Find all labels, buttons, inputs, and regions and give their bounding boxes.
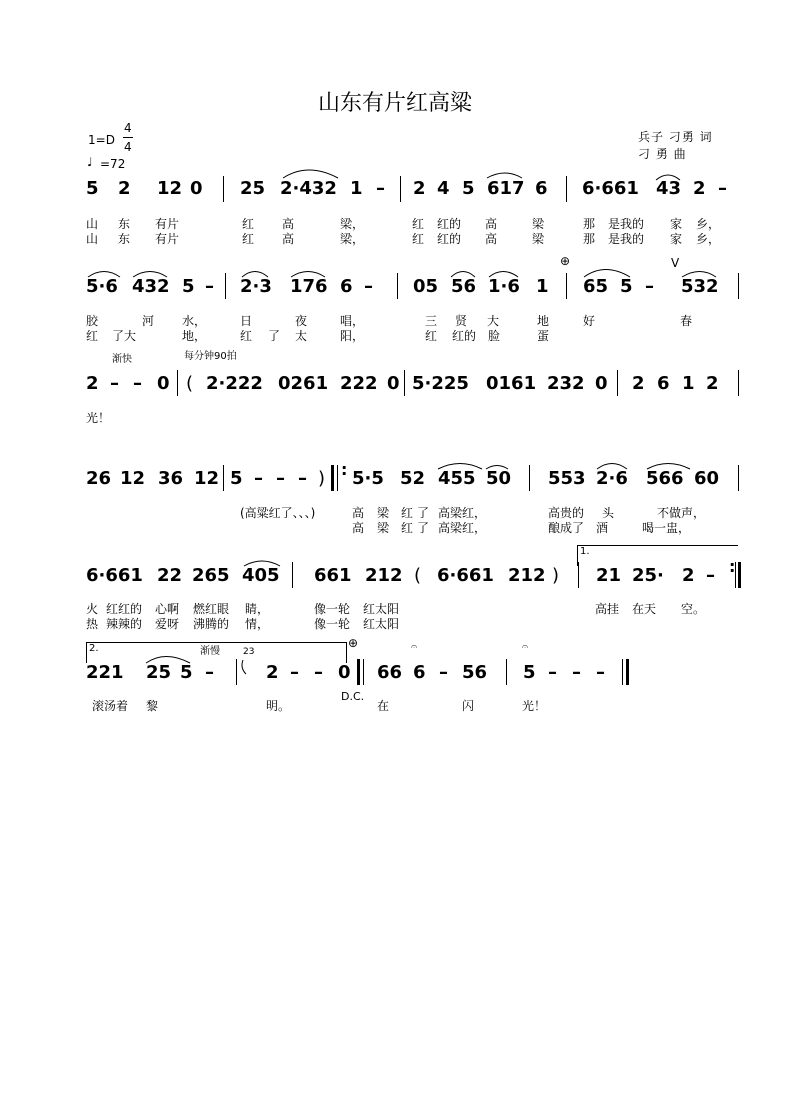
note: 2 (682, 565, 695, 586)
note: 12 (120, 468, 146, 489)
lyric: 在天 (632, 602, 657, 616)
note: 5 (180, 662, 193, 683)
lyric: 酿成了 (548, 521, 585, 535)
lyric: 红 (425, 329, 438, 343)
lyric: 是我的 (608, 232, 645, 246)
lyric: 像一轮 (314, 602, 351, 616)
note: 2 (413, 178, 426, 199)
note: 6·661 (437, 565, 494, 586)
note: 5 (523, 662, 536, 683)
note: ( (414, 565, 422, 586)
note: – (718, 178, 727, 199)
note: – (254, 468, 263, 489)
note: 60 (694, 468, 720, 489)
note: 553 (548, 468, 586, 489)
coda-icon: ⊕ (560, 254, 571, 268)
slur-arc (242, 660, 246, 674)
lyric: 火 (86, 602, 99, 616)
composer-credit: 刁 勇 曲 (638, 147, 687, 161)
note: 2·432 (280, 178, 337, 199)
slur-arc (438, 464, 482, 470)
slur-arc (647, 464, 690, 470)
lyric: 唱， (340, 314, 365, 328)
lyric: 空。 (681, 602, 706, 616)
tempo-marking: =72 (100, 157, 126, 171)
note: 2 (632, 373, 645, 394)
lyric: 高贵的 (548, 506, 585, 520)
repeat-dots: : (341, 460, 348, 479)
lyric: 高 (352, 506, 365, 520)
lyric: 高梁红， (438, 521, 487, 535)
note: 6 (535, 178, 548, 199)
lyric: 了大 (112, 329, 137, 343)
lyric: 太 (295, 329, 308, 343)
slur-arc (682, 272, 716, 278)
lyric: (高粱红了、、、) (240, 506, 316, 520)
note: 21 (596, 565, 622, 586)
lyric: 红的 (437, 232, 462, 246)
lyric: 明。 (266, 699, 291, 713)
note: ) (318, 468, 326, 489)
note: 5 (182, 276, 195, 297)
volta-1-label: 1. (580, 546, 590, 557)
quarter-note-icon: ♩ (87, 155, 93, 169)
lyric: 了 (268, 329, 281, 343)
lyric: 三 (425, 314, 438, 328)
slur-arc (88, 272, 120, 278)
lyric: 脸 (488, 329, 501, 343)
slur-arc (283, 170, 338, 178)
note: 0 (157, 373, 170, 394)
note: 6 (413, 662, 426, 683)
note: 12 (194, 468, 220, 489)
slur-arc (133, 272, 167, 278)
note: 221 (86, 662, 124, 683)
coda-icon: ⊕ (348, 636, 359, 650)
note: 5 (462, 178, 475, 199)
note: 25· (632, 565, 664, 586)
lyric: 山 (86, 232, 99, 246)
slur-arc (597, 464, 627, 470)
note: 2 (118, 178, 131, 199)
lyric: 乡， (696, 232, 721, 246)
lyric: 红 (240, 329, 253, 343)
lyric: 爱呀 (155, 617, 180, 631)
lyric: 春 (680, 314, 693, 328)
note: 0 (387, 373, 400, 394)
lyric: 梁， (340, 217, 365, 231)
lyric: 在 (377, 699, 390, 713)
note: 12 (157, 178, 183, 199)
breath-mark: V (671, 256, 680, 270)
slur-arc (584, 270, 630, 278)
lyric: 酒 (596, 521, 609, 535)
lyric: 红红的 (106, 602, 143, 616)
note: 43 (656, 178, 682, 199)
note: 432 (132, 276, 170, 297)
lyric: 头 (602, 506, 615, 520)
lyric: 沸腾的 (193, 617, 230, 631)
slur-arc (656, 175, 680, 180)
note: 176 (290, 276, 328, 297)
lyric: 地 (537, 314, 550, 328)
note: 212 (508, 565, 546, 586)
note: 6·661 (582, 178, 639, 199)
lyric: 情， (245, 617, 270, 631)
lyric: 家 (670, 217, 683, 231)
lyric: 喝一盅， (642, 521, 691, 535)
note: 455 (438, 468, 476, 489)
lyric: 闪 (462, 699, 475, 713)
note: 617 (487, 178, 525, 199)
lyric: 阳， (340, 329, 365, 343)
note: 5·225 (412, 373, 469, 394)
lyric: 像一轮 (314, 617, 351, 631)
lyric: 好 (583, 314, 596, 328)
note: 1·6 (488, 276, 520, 297)
lyric: 红的 (437, 217, 462, 231)
note: 22 (157, 565, 183, 586)
tempo-accelerando: 渐快 (112, 354, 132, 365)
note: 0 (190, 178, 203, 199)
lyric: 高 (282, 217, 295, 231)
note: 2 (86, 373, 99, 394)
grace-notes: 23 (243, 647, 255, 657)
lyric: 了 (417, 506, 430, 520)
note: – (376, 178, 385, 199)
slur-arc (242, 272, 268, 278)
note: 212 (365, 565, 403, 586)
note: 26 (86, 468, 112, 489)
note: 2 (706, 373, 719, 394)
note: 222 (340, 373, 378, 394)
lyric: 光！ (86, 411, 111, 425)
note: – (110, 373, 119, 394)
lyric: 高 (352, 521, 365, 535)
lyric: 黎 (146, 699, 159, 713)
lyric: 高挂 (595, 602, 620, 616)
slur-arc (451, 272, 475, 278)
lyric: 地， (182, 329, 207, 343)
lyric: 高 (485, 217, 498, 231)
note: 50 (486, 468, 512, 489)
lyric: 日 (240, 314, 253, 328)
lyric: 梁 (532, 217, 545, 231)
note: 56 (462, 662, 488, 683)
lyric: 有片 (155, 217, 180, 231)
lyric: 那 (583, 217, 596, 231)
repeat-end-dots: : (729, 557, 736, 576)
note: 0 (595, 373, 608, 394)
lyric: 滚汤着 (92, 699, 129, 713)
note: 0161 (486, 373, 537, 394)
lyric: 山 (86, 217, 99, 231)
lyric: 红 (401, 506, 414, 520)
lyric: 那 (583, 232, 596, 246)
lyric: 红 (86, 329, 99, 343)
lyric: 光！ (522, 699, 547, 713)
note: 1 (350, 178, 363, 199)
note: 2·222 (206, 373, 263, 394)
note: 65 (583, 276, 609, 297)
key-signature: 1=D (88, 133, 115, 147)
lyric: 梁 (377, 506, 390, 520)
lyric: 夜 (295, 314, 308, 328)
lyric: 辣辣的 (106, 617, 143, 631)
lyric: 家 (670, 232, 683, 246)
slur-arc (146, 657, 190, 664)
lyric: 红的 (452, 329, 477, 343)
da-capo-mark: D.C. (341, 690, 365, 703)
time-signature-bottom: 4 (124, 140, 132, 154)
note: – (205, 662, 214, 683)
note: 6·661 (86, 565, 143, 586)
note: 2·3 (240, 276, 272, 297)
slur-arc (244, 561, 280, 566)
note: 52 (400, 468, 426, 489)
note: – (298, 468, 307, 489)
note: 5·6 (86, 276, 118, 297)
note: 5 (620, 276, 633, 297)
note: 1 (536, 276, 549, 297)
lyric: 东 (118, 232, 131, 246)
lyric: 蛋 (537, 329, 550, 343)
lyric: 是我的 (608, 217, 645, 231)
lyric: 东 (118, 217, 131, 231)
note: 566 (646, 468, 684, 489)
lyric: 红太阳 (363, 602, 400, 616)
note: 66 (377, 662, 403, 683)
lyric: 红太阳 (363, 617, 400, 631)
lyric: 红 (242, 217, 255, 231)
note: 661 (314, 565, 352, 586)
lyric: 梁， (340, 232, 365, 246)
lyric: 心啊 (155, 602, 180, 616)
note: 4 (437, 178, 450, 199)
note: – (364, 276, 373, 297)
note: 5·5 (352, 468, 384, 489)
tempo-bpm-note: 每分钟90拍 (184, 351, 237, 362)
lyric: 贤 (455, 314, 468, 328)
lyric: 乡， (696, 217, 721, 231)
note: ) (552, 565, 560, 586)
tempo-ritardando: 渐慢 (200, 646, 220, 657)
lyric: 红 (412, 217, 425, 231)
note: 6 (657, 373, 670, 394)
note: 56 (451, 276, 477, 297)
lyric: 梁 (532, 232, 545, 246)
slur-arc (489, 272, 518, 278)
lyricist-credit: 兵子 刁勇 词 (638, 130, 713, 144)
lyric: 了 (417, 521, 430, 535)
note: 2 (693, 178, 706, 199)
lyric: 热 (86, 617, 99, 631)
note: – (596, 662, 605, 683)
slur-arc (487, 173, 522, 178)
lyric: 睛， (245, 602, 270, 616)
note: – (645, 276, 654, 297)
lyric: 水， (182, 314, 207, 328)
note: – (706, 565, 715, 586)
note: – (133, 373, 142, 394)
lyric: 高 (485, 232, 498, 246)
note: 6 (340, 276, 353, 297)
note: 0 (338, 662, 351, 683)
note: – (205, 276, 214, 297)
volta-2-label: 2. (89, 643, 99, 654)
fermata-icon: 𝄐 (411, 640, 418, 653)
lyric: 红 (242, 232, 255, 246)
slur-arc (486, 466, 508, 470)
note: 532 (681, 276, 719, 297)
lyric: 不做声， (657, 506, 706, 520)
note: – (290, 662, 299, 683)
lyric: 高梁红， (438, 506, 487, 520)
note: – (572, 662, 581, 683)
lyric: 胶 (86, 314, 99, 328)
note: 5 (86, 178, 99, 199)
lyric: 红 (412, 232, 425, 246)
note: 1 (682, 373, 695, 394)
note: 05 (413, 276, 439, 297)
lyric: 有片 (155, 232, 180, 246)
lyric: 高 (282, 232, 295, 246)
note: 405 (242, 565, 280, 586)
note: 36 (158, 468, 184, 489)
time-signature-top: 4 (124, 121, 132, 135)
lyric: 河 (142, 314, 155, 328)
note: 25 (146, 662, 172, 683)
slur-arc (291, 272, 325, 278)
fermata-icon: 𝄐 (522, 640, 529, 653)
note: 5 (230, 468, 243, 489)
note: 265 (192, 565, 230, 586)
note: – (439, 662, 448, 683)
song-title: 山东有片红高粱 (317, 91, 472, 116)
lyric: 梁 (377, 521, 390, 535)
note: ( (186, 373, 194, 394)
note: – (276, 468, 285, 489)
lyric: 红 (401, 521, 414, 535)
note: 25 (240, 178, 266, 199)
note: 2 (266, 662, 279, 683)
note: 232 (547, 373, 585, 394)
note: – (548, 662, 557, 683)
lyric: 燃红眼 (193, 602, 230, 616)
note: – (314, 662, 323, 683)
lyric: 大 (487, 314, 500, 328)
note: 2·6 (596, 468, 628, 489)
note: 0261 (278, 373, 329, 394)
